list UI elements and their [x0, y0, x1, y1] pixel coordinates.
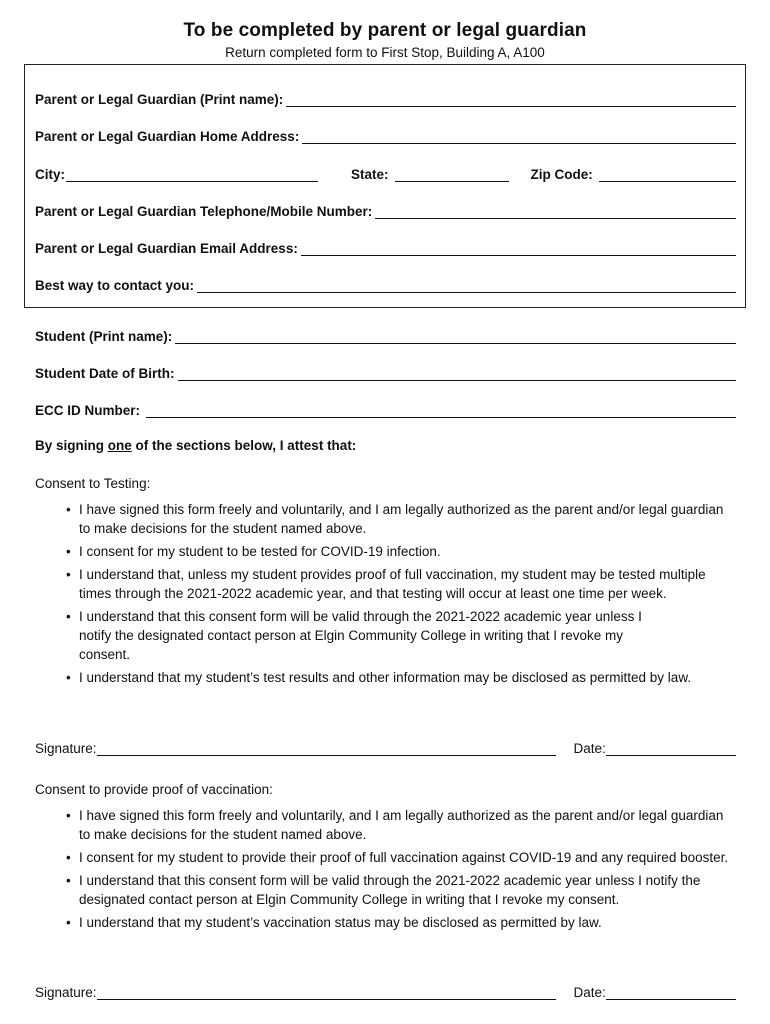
testing-date-label: Date: — [573, 741, 606, 756]
testing-bullet-3: I understand that, unless my student provides proof of full vaccination, my student may be tested multiple times through the 2021-2022 academic year, and that testing will occur at least one time per week. — [79, 567, 706, 601]
best-contact-field[interactable] — [197, 278, 736, 293]
guardian-email-field[interactable] — [301, 241, 736, 256]
list-item: • I have signed this form freely and voluntarily, and I am legally authorized as the parent and/or legal guardian to make decisions for the student named above. — [66, 502, 724, 536]
guardian-name-label: Parent or Legal Guardian (Print name): — [35, 92, 284, 107]
testing-signature-field[interactable] — [97, 741, 556, 756]
testing-bullet-4: I understand that this consent form will be valid through the 2021-2022 academic year unless I notify the designated contact person at Elgin Community College in writing that I revoke my consent. — [79, 609, 642, 662]
student-name-label: Student (Print name): — [35, 329, 173, 344]
zip-label: Zip Code: — [530, 167, 593, 182]
best-contact-label: Best way to contact you: — [35, 278, 195, 293]
vaccination-signature-label: Signature: — [35, 985, 97, 1000]
vaccination-bullet-2: I consent for my student to provide their proof of full vaccination against COVID-19 and any required booster. — [79, 850, 729, 865]
page-title: To be completed by parent or legal guardian — [183, 20, 587, 41]
vaccination-bullet-4: I understand that my student’s vaccination status may be disclosed as permitted by law. — [79, 915, 602, 930]
guardian-phone-field[interactable] — [375, 204, 736, 219]
guardian-address-field[interactable] — [302, 129, 736, 144]
vaccination-bullet-1: I have signed this form freely and voluntarily, and I am legally authorized as the parent and/or legal guardian to make decisions for the student named above. — [79, 808, 724, 842]
student-dob-field[interactable] — [178, 366, 737, 381]
guardian-email-label: Parent or Legal Guardian Email Address: — [35, 241, 298, 256]
list-item: • I understand that, unless my student provides proof of full vaccination, my student may be tested multiple times through the 2021-2022 academic year, and that testing will occur at least one time per week. — [66, 567, 706, 601]
testing-heading: Consent to Testing: — [35, 476, 151, 491]
city-field[interactable] — [66, 167, 318, 182]
guardian-name-row — [35, 92, 736, 107]
testing-bullet-2: I consent for my student to be tested for COVID-19 infection. — [79, 544, 441, 559]
testing-date-field[interactable] — [606, 741, 736, 756]
city-state-zip-row — [35, 167, 736, 182]
list-item: • I understand that this consent form will be valid through the 2021-2022 academic year unless I notify the designated contact person at Elgin Community College in writing that I revoke my consent. — [66, 873, 701, 907]
guardian-address-label: Parent or Legal Guardian Home Address: — [35, 129, 300, 144]
vaccination-bullet-3: I understand that this consent form will be valid through the 2021-2022 academic year unless I notify the designated contact person at Elgin Community College in writing that I revoke my consent. — [79, 873, 701, 907]
vaccination-bullet-list — [66, 806, 738, 936]
testing-signature-label: Signature: — [35, 741, 97, 756]
guardian-name-field[interactable] — [286, 92, 736, 107]
student-dob-row — [35, 366, 736, 381]
state-field[interactable] — [395, 167, 509, 182]
guardian-address-row — [35, 129, 736, 144]
list-item: • I consent for my student to be tested for COVID-19 infection. — [66, 544, 441, 559]
attest-prefix: By signing — [35, 438, 108, 453]
best-contact-row — [35, 278, 736, 293]
city-label: City: — [35, 167, 65, 182]
student-name-field[interactable] — [175, 329, 736, 344]
testing-bullet-5: I understand that my student’s test results and other information may be disclosed as permitted by law. — [79, 670, 692, 685]
vaccination-date-field[interactable] — [606, 985, 736, 1000]
list-item: • I have signed this form freely and voluntarily, and I am legally authorized as the parent and/or legal guardian to make decisions for the student named above. — [66, 808, 724, 842]
list-item: • I understand that my student’s test results and other information may be disclosed as permitted by law. — [66, 670, 692, 685]
vaccination-signature-row — [35, 985, 736, 1000]
guardian-email-row — [35, 241, 736, 256]
zip-field[interactable] — [599, 167, 736, 182]
page-subtitle: Return completed form to First Stop, Building A, A100 — [225, 45, 545, 60]
vaccination-date-label: Date: — [573, 985, 606, 1000]
state-label: State: — [351, 167, 389, 182]
student-name-row — [35, 329, 736, 344]
testing-bullet-list — [66, 500, 738, 691]
vaccination-heading: Consent to provide proof of vaccination: — [35, 782, 273, 797]
guardian-phone-label: Parent or Legal Guardian Telephone/Mobile Number: — [35, 204, 373, 219]
attest-suffix: of the sections below, I attest that: — [131, 438, 357, 453]
testing-bullet-1: I have signed this form freely and voluntarily, and I am legally authorized as the parent and/or legal guardian to make decisions for the student named above. — [79, 502, 724, 536]
vaccination-signature-field[interactable] — [97, 985, 556, 1000]
list-item: • I consent for my student to provide their proof of full vaccination against COVID-19 and any required booster. — [66, 850, 729, 865]
testing-signature-row — [35, 741, 736, 756]
guardian-phone-row — [35, 204, 736, 219]
ecc-id-field[interactable] — [146, 403, 736, 418]
ecc-id-row — [35, 403, 736, 418]
attest-underlined: one — [107, 438, 132, 453]
list-item: • I understand that this consent form will be valid through the 2021-2022 academic year unless I notify the designated contact person at Elgin Community College in writing that I revoke my consent. — [66, 609, 642, 662]
student-dob-label: Student Date of Birth: — [35, 366, 175, 381]
list-item: • I understand that my student’s vaccination status may be disclosed as permitted by law. — [66, 915, 602, 930]
ecc-id-label: ECC ID Number: — [35, 403, 141, 418]
attest-statement — [35, 438, 356, 453]
